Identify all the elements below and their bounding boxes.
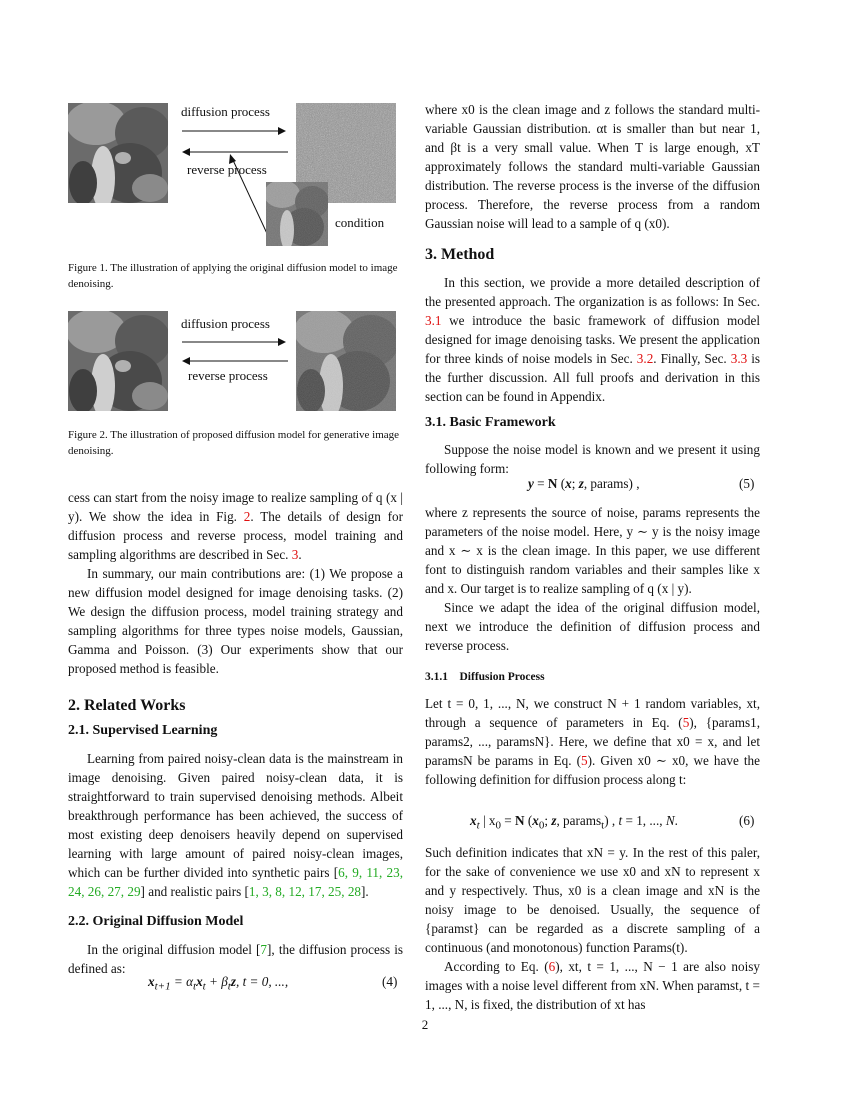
- paragraph-since: Since we adapt the idea of the original diffusion model, next we introduce the definition of diffusion process and reverse process.: [425, 600, 760, 653]
- equation-4: $x_{t+1} = \alpha_tx_t + \beta_tz$, t = 0, ...,: [148, 974, 289, 993]
- peppers-image-noisy: [296, 311, 396, 411]
- peppers-image-clean: [68, 311, 168, 411]
- fig1-condition-label: condition: [335, 215, 385, 230]
- heading-related-works: 2. Related Works: [68, 697, 186, 714]
- fig2-diffusion-label: diffusion process: [181, 316, 270, 331]
- heading-supervised-learning: 2.1. Supervised Learning: [68, 723, 218, 738]
- right-column-2: [425, 503, 760, 789]
- equation-6-number: (6): [739, 813, 755, 828]
- fig2-reverse-label: reverse process: [188, 368, 268, 383]
- figure-2-caption: Figure 2. The illustration of proposed diffusion model for generative image denoising.: [68, 429, 400, 457]
- paragraph-where: where z represents the source of noise, params represents the parameters of the noise model. Here, y ∼ y is the noisy image and x ∼ x is the clean image. In this paper, we use different font to distinguish random variables and their samples like x and x. Our target is to realize sampling of q (x | y).: [425, 505, 760, 596]
- figure-1-caption: Figure 1. The illustration of applying the original diffusion model to image denoising.: [68, 262, 398, 290]
- heading-basic-framework: 3.1. Basic Framework: [425, 415, 556, 430]
- refs-realistic[interactable]: 1, 3, 8, 12, 17, 25, 28: [248, 884, 362, 899]
- heading-original-diffusion: 2.2. Original Diffusion Model: [68, 914, 244, 929]
- paragraph-basic: Suppose the noise model is known and we present it using following form:: [425, 442, 760, 476]
- fig2-forward-arrow: [180, 335, 290, 349]
- fig1-forward-arrow: [180, 124, 290, 138]
- ref-eq-5[interactable]: 5: [682, 715, 690, 730]
- ref-7[interactable]: 7: [260, 942, 268, 957]
- paragraph-such: Such definition indicates that xN = y. In the rest of this paler, for the sake of convenience we use x0 and xN to represent x and y respectively. Thus, x0 is a clean image and xN is the noisy image to be denoised. Usually, the sequence of {paramst} can be regarded as a discrete sampling of a continuous (and monotonous) function Params(t).: [425, 845, 760, 955]
- left-column: [68, 488, 403, 978]
- paragraph-according: According to Eq. (6), xt, t = 1, ..., N − 1 are also noisy images with a noise level different from xN. When paramst, t = 1, ..., N, is fixed, the distribution of xt has: [425, 959, 760, 1012]
- paragraph-summary: In summary, our main contributions are: (1) We propose a new diffusion model designed for image denoising tasks. (2) We design the diffusion process, model training strategy and sampling algorithms for three types noise models, Gaussian, Gamma and Poisson. (3) Our experiments show that our proposed method is feasible.: [68, 566, 403, 676]
- ref-eq-5b[interactable]: 5: [581, 753, 588, 768]
- ref-sec-3[interactable]: 3: [291, 547, 299, 562]
- paragraph-continued: cess can start from the noisy image to realize sampling of q (x | y). We show the idea in Fig. 2. The details of design for diffusion process and reverse process, model training and sampling algorithms are described in Sec. 3.: [68, 490, 403, 562]
- peppers-image: [68, 103, 168, 203]
- fig1-diffusion-label: diffusion process: [181, 104, 270, 119]
- ref-eq-6[interactable]: 6: [548, 959, 556, 974]
- equation-5: y = N (x; z, params) ,: [528, 476, 640, 491]
- page-number: 2: [421, 1017, 429, 1032]
- ref-sec-3-3[interactable]: 3.3: [730, 351, 748, 366]
- fig1-reverse-label: reverse process: [187, 162, 267, 177]
- heading-method: 3. Method: [425, 246, 495, 263]
- refs-synthetic[interactable]: 6, 9, 11, 23, 24, 26, 27, 29: [68, 865, 403, 899]
- heading-diffusion-process: 3.1.1 Diffusion Process: [425, 671, 545, 683]
- right-column: [425, 100, 760, 478]
- equation-4-number: (4): [382, 974, 398, 989]
- equation-5-number: (5): [739, 476, 755, 491]
- equation-6: $x_t$ | $x_0 = N$ ($x_0$; z, params$_t$) , t = 1, ..., N.: [470, 813, 678, 832]
- paragraph-supervised: Learning from paired noisy-clean data is the mainstream in image denoising. Given paired noisy-clean data, it is straightforward to train supervised denoising methods. Albeit breakthrough performance has been achieved, the success of most existing deep denoisers heavily depend on supervised learning with large amount of paired noisy-clean images, which can be further divided into synthetic pairs [6, 9, 11, 23, 24, 26, 27, 29] and realistic pairs [1, 3, 8, 12, 17, 25, 28].: [68, 751, 403, 899]
- ref-sec-3-2[interactable]: 3.2: [636, 351, 654, 366]
- right-column-3: [425, 843, 760, 1014]
- ref-sec-3-1[interactable]: 3.1: [425, 313, 442, 328]
- paragraph-method: In this section, we provide a more detailed description of the presented approach. The organization is as follows: In Sec. 3.1 we introduce the basic framework of diffusion model designed for image denoising tasks. We present the application for three kinds of noise models in Sec. 3.2. Finally, Sec. 3.3 is the further discussion. All full proofs and derivation in this section can be found in Appendix.: [425, 275, 760, 404]
- condition-noisy-image: [266, 182, 328, 246]
- paragraph-original: In the original diffusion model [7], the diffusion process is defined as:: [68, 942, 403, 976]
- paragraph-top-right: where x0 is the clean image and z follows the standard multi-variable Gaussian distribution. αt is smaller than but near 1, and βt is a very small value. When T is large enough, xT approximately follows the standard multi-variable Gaussian distribution. The reverse process is the inverse of the diffusion process. Therefore, the reverse process from a random Gaussian noise will lead to a sample of q (x0).: [425, 102, 760, 231]
- fig2-reverse-arrow: [180, 354, 290, 368]
- ref-fig-2[interactable]: 2: [243, 509, 251, 524]
- paragraph-let: Let t = 0, 1, ..., N, we construct N + 1 random variables, xt, through a sequence of parameters in Eq. (5), {params1, params2, ..., paramsN}. Here, we define that x0 = x, and let paramsN be params in Eq. (5). Given x0 ∼ x0, we have the following definition for diffusion process along t:: [425, 696, 760, 787]
